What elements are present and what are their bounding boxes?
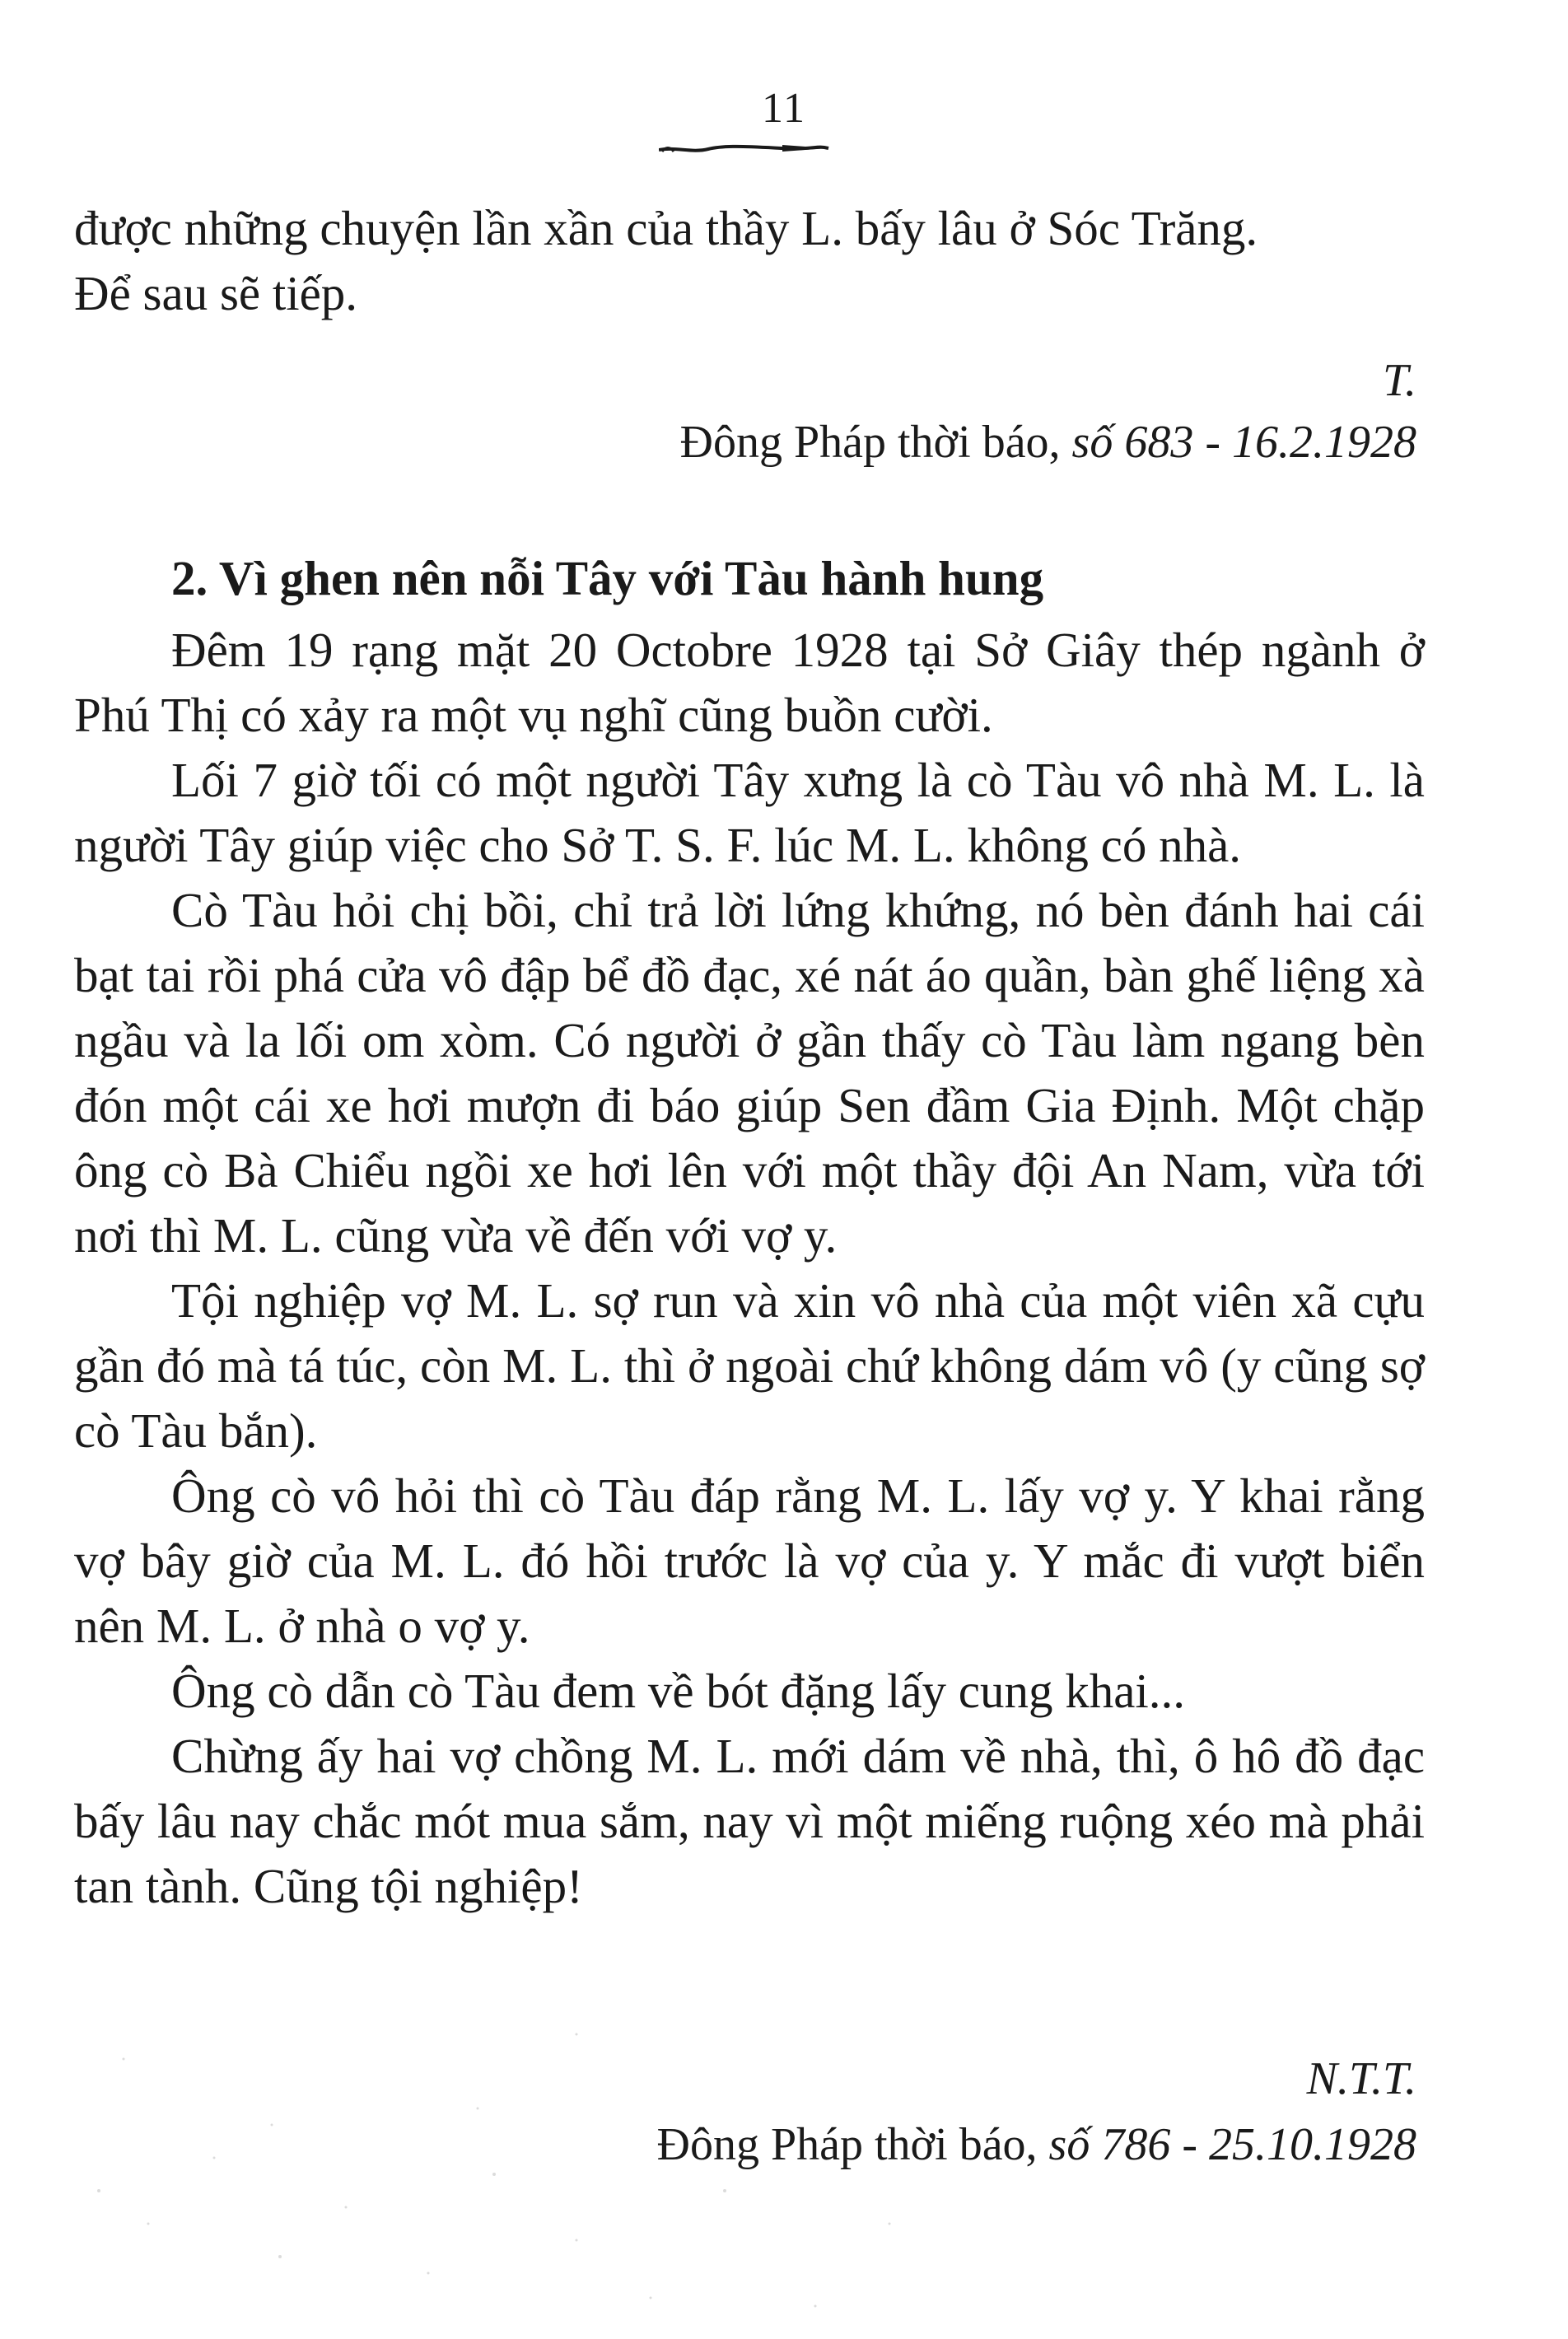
article-source	[657, 2118, 1416, 2171]
article-paragraph: Cò Tàu hỏi chị bồi, chỉ trả lời lứng khứng, nó bèn đánh hai cái bạt tai rồi phá cửa vô đập bể đồ đạc, xé nát áo quần, bàn ghế liệng xà ngầu và la lối om xòm. Có người ở gần thấy cò Tàu làm ngang bèn đón một cái xe hơi mượn đi báo giúp Sen đầm Gia Định. Một chặp ông cò Bà Chiểu ngồi xe hơi lên với một thầy đội An Nam, vừa tới nơi thì M. L. cũng vừa về đến với vợ y.	[74, 883, 1425, 1263]
intro-source-issue: số 683 - 16.2.1928	[1071, 417, 1416, 468]
intro-line: Để sau sẽ tiếp.	[74, 266, 358, 320]
intro-text	[74, 196, 1425, 326]
article-body	[74, 618, 1425, 1919]
article-signature: N.T.T.	[1306, 2053, 1416, 2104]
article-paragraph: Ông cò vô hỏi thì cò Tàu đáp rằng M. L. lấy vợ y. Y khai rằng vợ bây giờ của M. L. đó hồi trước là vợ của y. Y mắc đi vượt biển nên M. L. ở nhà o vợ y.	[74, 1468, 1425, 1653]
article-source-name: Đông Pháp thời báo,	[656, 2119, 1038, 2170]
article-source-issue: số 786 - 25.10.1928	[1048, 2119, 1416, 2170]
intro-source	[680, 416, 1416, 469]
page-number: 11	[761, 85, 807, 132]
article-paragraph: Chừng ấy hai vợ chồng M. L. mới dám về nhà, thì, ô hô đồ đạc bấy lâu nay chắc mót mua sắm, nay vì một miếng ruộng xéo mà phải tan tành. Cũng tội nghiệp!	[74, 1729, 1425, 1913]
page-number-ornament	[659, 138, 832, 158]
article-paragraph: Lối 7 giờ tối có một người Tây xưng là cò Tàu vô nhà M. L. là người Tây giúp việc cho Sở T. S. F. lúc M. L. không có nhà.	[74, 753, 1425, 872]
intro-signature: T.	[1383, 355, 1416, 406]
article-paragraph: Ông cò dẫn cò Tàu đem về bót đặng lấy cung khai...	[171, 1664, 1186, 1718]
article-paragraph: Tội nghiệp vợ M. L. sợ run và xin vô nhà của một viên xã cựu gần đó mà tá túc, còn M. L. thì ở ngoài chứ không dám vô (y cũng sợ cò Tàu bắn).	[74, 1273, 1425, 1458]
article-title: 2. Vì ghen nên nỗi Tây với Tàu hành hung	[171, 551, 1044, 605]
article-paragraph: Đêm 19 rạng mặt 20 Octobre 1928 tại Sở Giây thép ngành ở Phú Thị có xảy ra một vụ nghĩ cũng buồn cười.	[74, 623, 1425, 742]
intro-source-name: Đông Pháp thời báo,	[679, 417, 1061, 468]
intro-line: được những chuyện lần xần của thầy L. bấy lâu ở Sóc Trăng.	[74, 201, 1258, 255]
